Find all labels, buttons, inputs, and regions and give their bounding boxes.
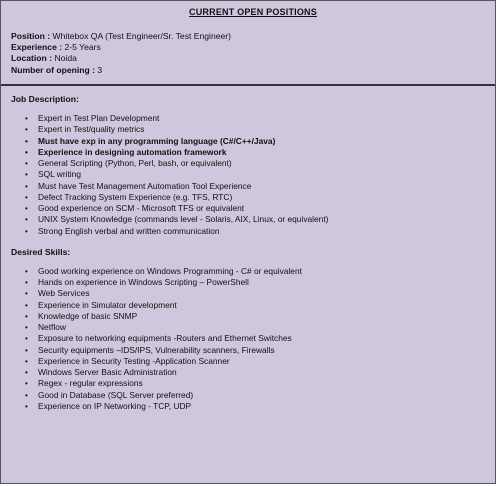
posting-body (1, 86, 495, 412)
list-item-text: Hands on experience in Windows Scripting – PowerShell (38, 277, 249, 287)
meta-location (11, 53, 495, 64)
bullet-icon: • (25, 311, 28, 321)
list-item (25, 214, 495, 225)
list-item-text: Expert in Test/quality metrics (38, 124, 145, 135)
meta-value: Whitebox QA (Test Engineer/Sr. Test Engineer) (50, 31, 232, 41)
list-item (25, 124, 495, 135)
bullet-icon: • (25, 401, 28, 411)
list-item (25, 277, 495, 288)
list-item-text: Good working experience on Windows Programming - C# or equivalent (38, 265, 302, 276)
bullet-icon: • (25, 226, 28, 236)
list-item-text: Strong English verbal and written communication (38, 225, 220, 236)
list-item (25, 266, 495, 277)
bullet-icon: • (25, 114, 28, 123)
meta-position (11, 31, 495, 42)
list-item (25, 136, 495, 147)
list-item-text: Experience on IP Networking - TCP, UDP (38, 400, 192, 411)
meta-value: Noida (52, 53, 77, 64)
list-item-text: Good in Database (SQL Server preferred) (38, 389, 194, 400)
meta-experience (11, 42, 495, 53)
list-item (25, 169, 495, 180)
posting-header (1, 1, 495, 86)
bullet-icon: • (25, 278, 28, 287)
list-item (25, 113, 495, 124)
list-item-text: Must have Test Management Automation Tool Experience (38, 180, 252, 191)
bullet-icon: • (25, 181, 28, 191)
list-item-text: Knowledge of basic SNMP (38, 310, 138, 321)
list-item-text: Experience in designing automation framework (38, 146, 227, 157)
bullet-icon: • (25, 125, 28, 135)
bullet-icon: • (25, 215, 28, 225)
list-item (25, 300, 495, 311)
meta-label: Number of opening : (11, 64, 96, 75)
meta-label: Experience : (11, 42, 63, 53)
bullet-icon: • (25, 390, 28, 400)
list-item (25, 345, 495, 356)
bullet-icon: • (25, 204, 28, 213)
bullet-icon: • (25, 368, 28, 377)
list-item (25, 158, 495, 169)
list-item (25, 367, 495, 378)
bullet-icon: • (25, 345, 28, 355)
bullet-icon: • (25, 266, 28, 276)
bullet-icon: • (25, 136, 28, 146)
list-item-text: Must have exp in any programming language (C#/C++/Java) (38, 135, 276, 146)
page-title: CURRENT OPEN POSITIONS (189, 7, 317, 17)
list-item-text: Experience in Simulator development (38, 299, 177, 310)
bullet-icon: • (25, 323, 28, 332)
bullet-icon: • (25, 300, 28, 310)
list-item-text: Exposure to networking equipments -Routers and Ethernet Switches (38, 333, 292, 344)
bullet-icon: • (25, 334, 28, 344)
list-item-text: Netflow (38, 322, 66, 332)
list-item (25, 378, 495, 389)
list-item (25, 226, 495, 237)
list-item (25, 147, 495, 158)
list-item (25, 322, 495, 333)
bullet-icon: • (25, 192, 28, 202)
bullet-icon: • (25, 170, 28, 180)
list-item-text: UNIX System Knowledge (commands level - Solaris, AIX, Linux, or equivalent) (38, 214, 329, 225)
meta-openings (11, 65, 495, 76)
list-item (25, 333, 495, 344)
list-item-text: Defect Tracking System Experience (e.g. TFS, RTC) (38, 191, 233, 202)
desired-skills-list (11, 266, 495, 412)
meta-label: Location : (11, 53, 53, 64)
job-description-heading: Job Description: (11, 94, 79, 104)
list-item-text: General Scripting (Python, Perl, bash, or equivalent) (38, 158, 232, 168)
list-item (25, 181, 495, 192)
list-item (25, 311, 495, 322)
list-item-text: Good experience on SCM - Microsoft TFS or equivalent (38, 203, 245, 213)
list-item-text: Security equipments –IDS/IPS, Vulnerability scanners, Firewalls (38, 344, 275, 355)
list-item-text: Windows Server Basic Administration (38, 367, 177, 377)
list-item (25, 288, 495, 299)
desired-skills-heading: Desired Skills: (11, 246, 71, 257)
bullet-icon: • (25, 147, 28, 157)
list-item (25, 203, 495, 214)
list-item-text: Regex - regular expressions (38, 378, 143, 389)
job-description-list (11, 113, 495, 237)
meta-value: 3 (95, 64, 103, 75)
list-item (25, 356, 495, 367)
list-item-text: Expert in Test Plan Development (38, 113, 160, 123)
meta-label: Position : (11, 31, 51, 41)
list-item-text: SQL writing (38, 169, 81, 180)
list-item (25, 192, 495, 203)
bullet-icon: • (25, 379, 28, 389)
bullet-icon: • (25, 159, 28, 168)
meta-value: 2-5 Years (62, 42, 101, 53)
bullet-icon: • (25, 289, 28, 299)
bullet-icon: • (25, 356, 28, 366)
list-item-text: Web Services (38, 288, 90, 299)
list-item-text: Experience in Security Testing -Application Scanner (38, 355, 230, 366)
list-item (25, 401, 495, 412)
list-item (25, 390, 495, 401)
